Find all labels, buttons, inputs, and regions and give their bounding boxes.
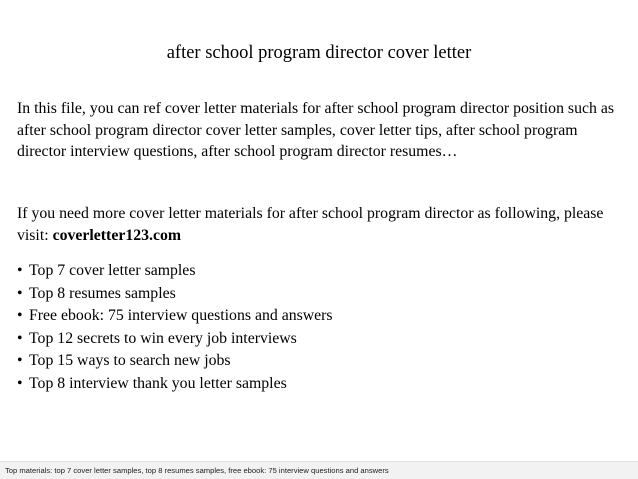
bullet-mark: • bbox=[17, 329, 23, 347]
materials-list bbox=[17, 260, 627, 396]
list-item-label: Top 15 ways to search new jobs bbox=[29, 352, 231, 370]
bullet-mark: • bbox=[17, 352, 23, 370]
list-item-label: Top 7 cover letter samples bbox=[29, 262, 196, 279]
bullet-mark: • bbox=[17, 374, 23, 392]
footer-bar bbox=[0, 461, 638, 479]
more-materials-text: If you need more cover letter materials for after school program director as following, please visit: bbox=[17, 205, 604, 244]
bullet-mark: • bbox=[17, 262, 23, 279]
footer-text: Top materials: top 7 cover letter samples, top 8 resumes samples, free ebook: 75 interview questions and answers bbox=[5, 466, 389, 475]
list-item bbox=[17, 350, 627, 373]
website-link[interactable]: coverletter123.com bbox=[52, 226, 182, 244]
bullet-mark: • bbox=[17, 307, 23, 325]
page-title: after school program director cover letter bbox=[166, 43, 472, 63]
list-item bbox=[17, 305, 627, 328]
list-item-label: Top 8 interview thank you letter samples bbox=[29, 374, 287, 392]
more-materials-paragraph bbox=[17, 203, 627, 246]
list-item-label: Top 12 secrets to win every job interviews bbox=[29, 329, 297, 347]
intro-paragraph: In this file, you can ref cover letter materials for after school program director position such as after school program director cover letter samples, cover letter tips, after school program director interview questions, after school program director resumes… bbox=[17, 100, 614, 161]
list-item-label: Free ebook: 75 interview questions and answers bbox=[29, 307, 333, 325]
list-item bbox=[17, 283, 627, 306]
list-item-label: Top 8 resumes samples bbox=[29, 284, 176, 302]
bullet-mark: • bbox=[17, 284, 23, 302]
list-item bbox=[17, 260, 627, 283]
list-item bbox=[17, 373, 627, 396]
list-item bbox=[17, 328, 627, 351]
